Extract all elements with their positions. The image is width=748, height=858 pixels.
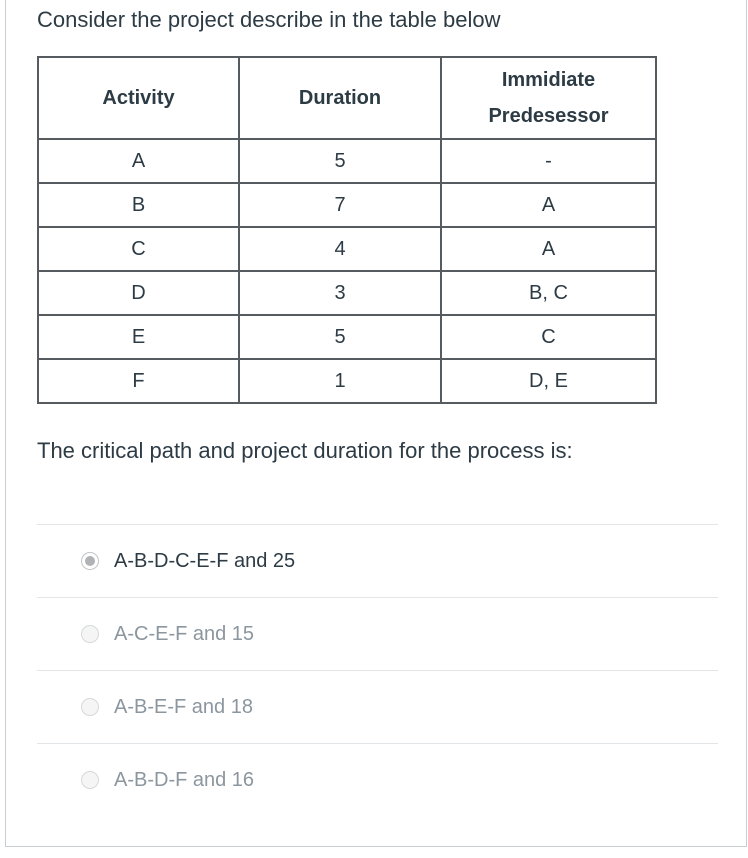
question-prompt: The critical path and project duration for the process is: — [37, 438, 573, 463]
cell-duration: 1 — [239, 359, 441, 403]
table-row — [38, 359, 656, 403]
cell-duration: 3 — [239, 271, 441, 315]
table-row — [38, 183, 656, 227]
question-intro: Consider the project describe in the table below — [37, 7, 501, 32]
table-row — [38, 227, 656, 271]
radio-button[interactable] — [81, 698, 99, 716]
cell-duration: 5 — [239, 139, 441, 183]
table-row — [38, 271, 656, 315]
answer-label: A-C-E-F and 15 — [114, 623, 255, 645]
answer-option-1[interactable] — [37, 525, 718, 598]
radio-button[interactable] — [81, 771, 99, 789]
answer-label: A-B-D-C-E-F and 25 — [114, 550, 296, 572]
header-activity: Activity — [38, 57, 239, 139]
header-predecessor-line2: Predesessor — [488, 105, 609, 127]
cell-activity: A — [38, 139, 239, 183]
answer-option-2[interactable] — [37, 598, 718, 671]
cell-activity: E — [38, 315, 239, 359]
header-duration: Duration — [239, 57, 441, 139]
cell-activity: D — [38, 271, 239, 315]
cell-predecessor: A — [441, 183, 656, 227]
cell-duration: 5 — [239, 315, 441, 359]
cell-predecessor: D, E — [441, 359, 656, 403]
answer-option-4[interactable] — [37, 744, 718, 816]
cell-activity: B — [38, 183, 239, 227]
radio-button-selected[interactable] — [81, 552, 99, 570]
answer-label: A-B-E-F and 18 — [114, 696, 253, 718]
table-header-row — [38, 57, 656, 139]
cell-duration: 4 — [239, 227, 441, 271]
cell-predecessor: - — [441, 139, 656, 183]
cell-activity: F — [38, 359, 239, 403]
cell-predecessor: B, C — [441, 271, 656, 315]
cell-predecessor: A — [441, 227, 656, 271]
cell-predecessor: C — [441, 315, 656, 359]
table-row — [38, 315, 656, 359]
header-predecessor — [441, 57, 656, 139]
cell-duration: 7 — [239, 183, 441, 227]
answer-label: A-B-D-F and 16 — [114, 769, 255, 791]
answer-list — [37, 524, 718, 816]
answer-option-3[interactable] — [37, 671, 718, 744]
table-row — [38, 139, 656, 183]
header-predecessor-line1: Immidiate — [501, 69, 596, 91]
radio-button[interactable] — [81, 625, 99, 643]
cell-activity: C — [38, 227, 239, 271]
project-table — [37, 56, 657, 404]
